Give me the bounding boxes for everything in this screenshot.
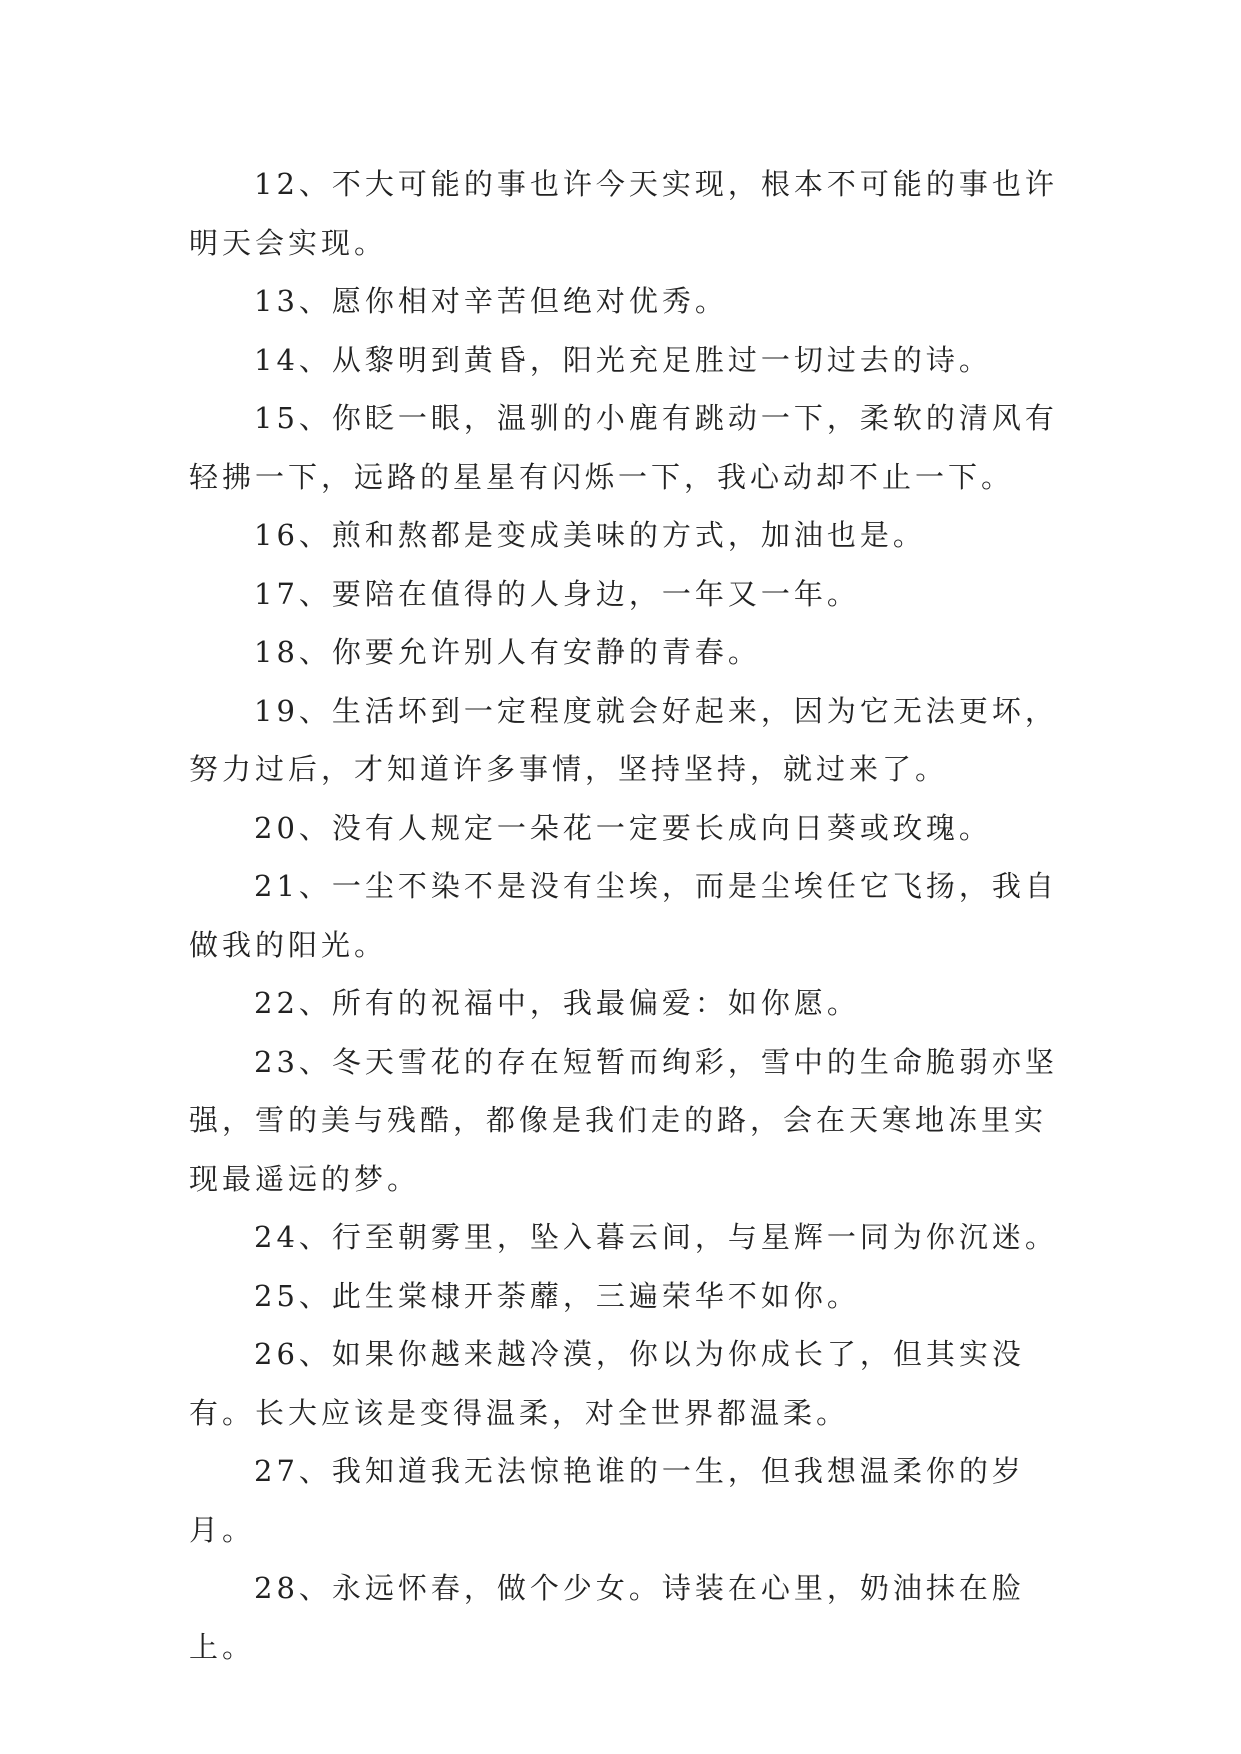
paragraph-15: 15、你眨一眼，温驯的小鹿有跳动一下，柔软的清风有轻拂一下，远路的星星有闪烁一下，我心动却不止一下。 — [189, 401, 1058, 494]
paragraph-12: 12、不大可能的事也许今天实现，根本不可能的事也许明天会实现。 — [189, 167, 1058, 260]
paragraph-17: 17、要陪在值得的人身边，一年又一年。 — [254, 576, 860, 611]
paragraph-19: 19、生活坏到一定程度就会好起来，因为它无法更坏，努力过后，才知道许多事情，坚持坚持，就过来了。 — [189, 693, 1058, 786]
paragraph-26: 26、如果你越来越冷漠，你以为你成长了，但其实没有。长大应该是变得温柔，对全世界都温柔。 — [189, 1337, 1025, 1430]
paragraph-13: 13、愿你相对辛苦但绝对优秀。 — [254, 284, 728, 318]
paragraph-25: 25、此生棠棣开荼蘼，三遍荣华不如你。 — [254, 1278, 860, 1313]
paragraph-14: 14、从黎明到黄昏，阳光充足胜过一切过去的诗。 — [254, 342, 992, 377]
paragraph-20: 20、没有人规定一朵花一定要长成向日葵或玫瑰。 — [254, 810, 992, 845]
paragraph-27: 27、我知道我无法惊艳谁的一生，但我想温柔你的岁月。 — [189, 1454, 1025, 1547]
paragraph-24: 24、行至朝雾里，坠入暮云间，与星辉一同为你沉迷。 — [254, 1220, 1058, 1254]
paragraph-21: 21、一尘不染不是没有尘埃，而是尘埃任它飞扬，我自做我的阳光。 — [189, 869, 1058, 962]
paragraph-22: 22、所有的祝福中，我最偏爱：如你愿。 — [254, 986, 860, 1020]
paragraph-23: 23、冬天雪花的存在短暂而绚彩，雪中的生命脆弱亦坚强，雪的美与残酷，都像是我们走的路，会在天寒地冻里实现最遥远的梦。 — [189, 1044, 1058, 1196]
paragraph-16: 16、煎和熬都是变成美味的方式，加油也是。 — [254, 518, 926, 552]
paragraph-18: 18、你要允许别人有安静的青春。 — [254, 635, 761, 669]
document-body — [189, 155, 1071, 1676]
paragraph-28: 28、永远怀春，做个少女。诗装在心里，奶油抹在脸上。 — [189, 1571, 1025, 1664]
